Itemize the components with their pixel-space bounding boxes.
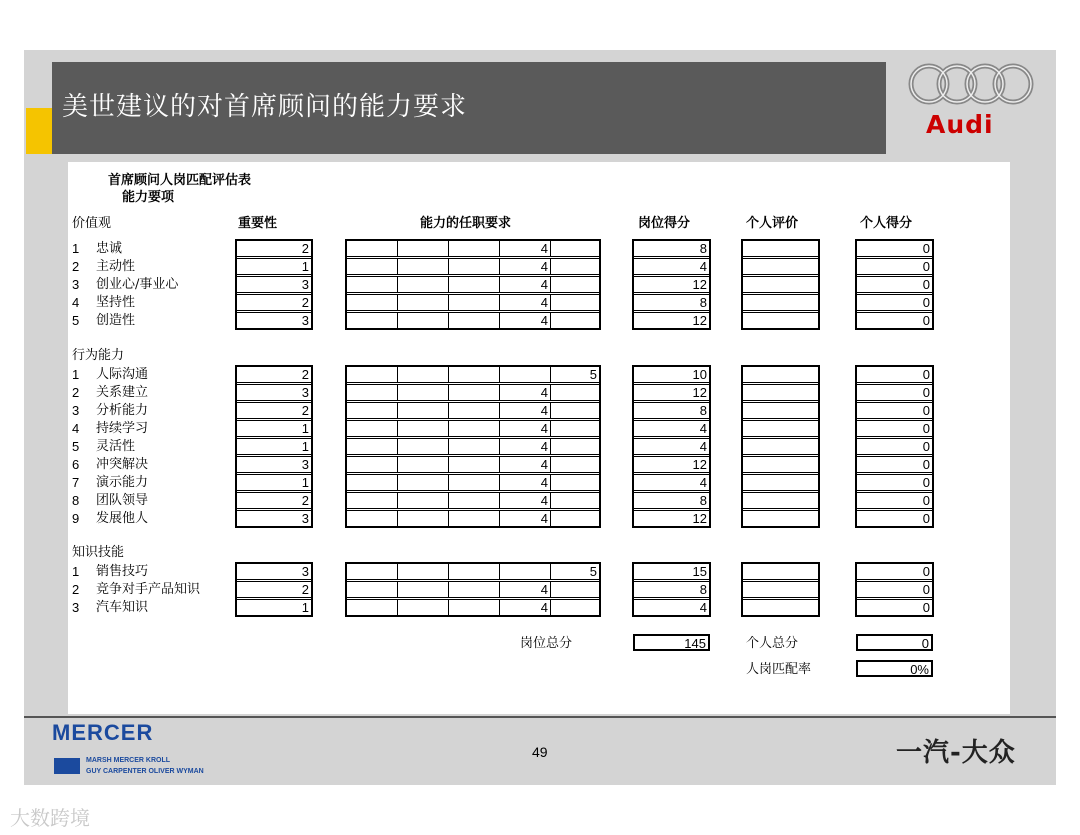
title-accent bbox=[26, 108, 52, 154]
importance-cell[interactable]: 3 bbox=[236, 510, 312, 527]
requirement-grid-cell[interactable] bbox=[448, 510, 500, 527]
header-self-eval[interactable]: 个人评价 bbox=[746, 216, 799, 231]
requirement-grid-cell[interactable] bbox=[499, 563, 551, 580]
requirement-grid-cell[interactable] bbox=[448, 438, 500, 455]
job-score-cell[interactable]: 4 bbox=[633, 599, 710, 616]
requirement-level-cell[interactable]: 4 bbox=[499, 492, 551, 509]
header-requirement[interactable]: 能力的任职要求 bbox=[420, 216, 512, 231]
job-score-cell[interactable]: 8 bbox=[633, 402, 710, 419]
self-score-cell[interactable]: 0 bbox=[856, 402, 933, 419]
requirement-grid-cell[interactable] bbox=[346, 492, 398, 509]
row-number[interactable]: 2 bbox=[72, 582, 80, 597]
requirement-grid-cell[interactable] bbox=[346, 312, 398, 329]
requirement-grid-cell[interactable] bbox=[346, 456, 398, 473]
competency-label[interactable]: 创造性 bbox=[96, 313, 136, 328]
requirement-grid-cell[interactable] bbox=[346, 276, 398, 293]
job-score-cell[interactable]: 10 bbox=[633, 366, 710, 383]
self-score-cell[interactable]: 0 bbox=[856, 474, 933, 491]
requirement-grid-cell[interactable] bbox=[550, 294, 600, 311]
requirement-grid-cell[interactable] bbox=[448, 276, 500, 293]
requirement-grid-cell[interactable] bbox=[448, 240, 500, 257]
job-score-cell[interactable]: 12 bbox=[633, 456, 710, 473]
self-eval-input[interactable] bbox=[742, 456, 819, 473]
self-eval-input[interactable] bbox=[742, 402, 819, 419]
requirement-grid-cell[interactable] bbox=[346, 563, 398, 580]
requirement-grid-cell[interactable] bbox=[550, 510, 600, 527]
self-eval-input[interactable] bbox=[742, 384, 819, 401]
row-number[interactable]: 5 bbox=[72, 313, 80, 328]
self-eval-input[interactable] bbox=[742, 366, 819, 383]
row-number[interactable]: 1 bbox=[72, 367, 80, 382]
self-score-cell[interactable]: 0 bbox=[856, 456, 933, 473]
self-score-cell[interactable]: 0 bbox=[856, 240, 933, 257]
self-eval-input[interactable] bbox=[742, 581, 819, 598]
competency-label[interactable]: 团队领导 bbox=[96, 493, 149, 508]
mercer-logo: MERCER bbox=[52, 720, 154, 745]
importance-cell[interactable]: 2 bbox=[236, 366, 312, 383]
requirement-grid-cell[interactable] bbox=[397, 438, 449, 455]
requirement-grid-cell[interactable] bbox=[346, 581, 398, 598]
requirement-level-cell[interactable]: 4 bbox=[499, 402, 551, 419]
row-number[interactable]: 1 bbox=[72, 241, 80, 256]
requirement-grid-cell[interactable] bbox=[346, 438, 398, 455]
requirement-grid-cell[interactable] bbox=[448, 402, 500, 419]
self-score-cell[interactable]: 0 bbox=[856, 276, 933, 293]
row-number[interactable]: 4 bbox=[72, 295, 80, 310]
self-eval-input[interactable] bbox=[742, 563, 819, 580]
requirement-grid-cell[interactable] bbox=[397, 599, 449, 616]
requirement-level-cell[interactable]: 5 bbox=[550, 563, 600, 580]
requirement-level-cell[interactable]: 4 bbox=[499, 599, 551, 616]
page-number: 49 bbox=[532, 744, 548, 760]
requirement-grid-cell[interactable] bbox=[448, 599, 500, 616]
section-heading[interactable]: 价值观 bbox=[72, 216, 112, 231]
competency-label[interactable]: 创业心/事业心 bbox=[96, 277, 179, 292]
requirement-grid-cell[interactable] bbox=[346, 258, 398, 275]
job-score-cell[interactable]: 8 bbox=[633, 581, 710, 598]
self-eval-input[interactable] bbox=[742, 276, 819, 293]
competency-label[interactable]: 冲突解决 bbox=[96, 457, 149, 472]
importance-cell[interactable]: 3 bbox=[236, 563, 312, 580]
requirement-grid-cell[interactable] bbox=[397, 294, 449, 311]
row-number[interactable]: 4 bbox=[72, 421, 80, 436]
requirement-grid-cell[interactable] bbox=[550, 312, 600, 329]
self-total-label[interactable]: 个人总分 bbox=[746, 636, 799, 651]
requirement-grid-cell[interactable] bbox=[448, 563, 500, 580]
requirement-grid-cell[interactable] bbox=[397, 420, 449, 437]
self-eval-input[interactable] bbox=[742, 258, 819, 275]
faw-vw-logo: 一汽-大众 bbox=[896, 738, 1016, 768]
self-eval-input[interactable] bbox=[742, 438, 819, 455]
requirement-grid-cell[interactable] bbox=[550, 420, 600, 437]
requirement-level-cell[interactable]: 4 bbox=[499, 456, 551, 473]
row-number[interactable]: 7 bbox=[72, 475, 80, 490]
table-title[interactable]: 首席顾问人岗匹配评估表 bbox=[108, 173, 252, 188]
watermark: 大数跨境 bbox=[10, 806, 90, 830]
importance-cell[interactable]: 2 bbox=[236, 294, 312, 311]
requirement-grid-cell[interactable] bbox=[550, 456, 600, 473]
self-eval-input[interactable] bbox=[742, 474, 819, 491]
requirement-grid-cell[interactable] bbox=[346, 240, 398, 257]
footer-divider bbox=[24, 716, 1056, 718]
importance-cell[interactable]: 1 bbox=[236, 420, 312, 437]
requirement-grid-cell[interactable] bbox=[397, 474, 449, 491]
job-score-cell[interactable]: 12 bbox=[633, 312, 710, 329]
audi-wordmark: Audi bbox=[926, 110, 994, 139]
requirement-grid-cell[interactable] bbox=[346, 402, 398, 419]
self-score-cell[interactable]: 0 bbox=[856, 438, 933, 455]
requirement-grid-cell[interactable] bbox=[346, 420, 398, 437]
table-subtitle[interactable]: 能力要项 bbox=[122, 190, 175, 205]
importance-cell[interactable]: 2 bbox=[236, 581, 312, 598]
requirement-grid-cell[interactable] bbox=[550, 438, 600, 455]
requirement-level-cell[interactable]: 4 bbox=[499, 312, 551, 329]
competency-label[interactable]: 演示能力 bbox=[96, 475, 149, 490]
requirement-level-cell[interactable]: 4 bbox=[499, 240, 551, 257]
requirement-grid-cell[interactable] bbox=[550, 474, 600, 491]
header-job-score[interactable]: 岗位得分 bbox=[638, 216, 691, 231]
requirement-grid-cell[interactable] bbox=[550, 492, 600, 509]
requirement-grid-cell[interactable] bbox=[397, 492, 449, 509]
requirement-grid-cell[interactable] bbox=[550, 599, 600, 616]
job-score-cell[interactable]: 4 bbox=[633, 438, 710, 455]
requirement-grid-cell[interactable] bbox=[448, 456, 500, 473]
requirement-grid-cell[interactable] bbox=[448, 312, 500, 329]
self-score-cell[interactable]: 0 bbox=[856, 420, 933, 437]
competency-label[interactable]: 竞争对手产品知识 bbox=[96, 582, 201, 597]
row-number[interactable]: 3 bbox=[72, 403, 80, 418]
requirement-grid-cell[interactable] bbox=[397, 258, 449, 275]
competency-label[interactable]: 关系建立 bbox=[96, 385, 149, 400]
requirement-grid-cell[interactable] bbox=[448, 420, 500, 437]
row-number[interactable]: 8 bbox=[72, 493, 80, 508]
mercer-subline-1: MARSH MERCER KROLL bbox=[86, 757, 170, 764]
requirement-level-cell[interactable]: 4 bbox=[499, 438, 551, 455]
section-heading[interactable]: 知识技能 bbox=[72, 545, 125, 560]
competency-label[interactable]: 分析能力 bbox=[96, 403, 149, 418]
competency-label[interactable]: 灵活性 bbox=[96, 439, 136, 454]
self-eval-input[interactable] bbox=[742, 312, 819, 329]
self-eval-input[interactable] bbox=[742, 510, 819, 527]
requirement-level-cell[interactable]: 5 bbox=[550, 366, 600, 383]
importance-cell[interactable]: 2 bbox=[236, 492, 312, 509]
importance-cell[interactable]: 2 bbox=[236, 240, 312, 257]
requirement-grid-cell[interactable] bbox=[397, 276, 449, 293]
row-number[interactable]: 9 bbox=[72, 511, 80, 526]
requirement-level-cell[interactable]: 4 bbox=[499, 474, 551, 491]
requirement-grid-cell[interactable] bbox=[397, 581, 449, 598]
section-heading[interactable]: 行为能力 bbox=[72, 348, 125, 363]
self-score-cell[interactable]: 0 bbox=[856, 599, 933, 616]
row-number[interactable]: 5 bbox=[72, 439, 80, 454]
self-score-cell[interactable]: 0 bbox=[856, 510, 933, 527]
requirement-level-cell[interactable]: 4 bbox=[499, 294, 551, 311]
requirement-grid-cell[interactable] bbox=[397, 240, 449, 257]
requirement-grid-cell[interactable] bbox=[448, 366, 500, 383]
requirement-grid-cell[interactable] bbox=[346, 384, 398, 401]
requirement-grid-cell[interactable] bbox=[550, 402, 600, 419]
importance-cell[interactable]: 1 bbox=[236, 258, 312, 275]
row-number[interactable]: 6 bbox=[72, 457, 80, 472]
row-number[interactable]: 3 bbox=[72, 277, 80, 292]
self-score-cell[interactable]: 0 bbox=[856, 492, 933, 509]
importance-cell[interactable]: 3 bbox=[236, 276, 312, 293]
job-score-cell[interactable]: 12 bbox=[633, 384, 710, 401]
requirement-level-cell[interactable]: 4 bbox=[499, 510, 551, 527]
self-score-cell[interactable]: 0 bbox=[856, 258, 933, 275]
competency-label[interactable]: 发展他人 bbox=[96, 511, 149, 526]
requirement-level-cell[interactable]: 4 bbox=[499, 581, 551, 598]
requirement-grid-cell[interactable] bbox=[550, 276, 600, 293]
requirement-grid-cell[interactable] bbox=[397, 563, 449, 580]
self-eval-input[interactable] bbox=[742, 492, 819, 509]
requirement-grid-cell[interactable] bbox=[397, 366, 449, 383]
importance-cell[interactable]: 2 bbox=[236, 402, 312, 419]
match-rate-value[interactable]: 0% bbox=[856, 660, 933, 677]
job-score-cell[interactable]: 12 bbox=[633, 276, 710, 293]
requirement-grid-cell[interactable] bbox=[499, 366, 551, 383]
importance-cell[interactable]: 1 bbox=[236, 438, 312, 455]
importance-cell[interactable]: 1 bbox=[236, 474, 312, 491]
requirement-grid-cell[interactable] bbox=[346, 474, 398, 491]
header-self-score[interactable]: 个人得分 bbox=[860, 216, 913, 231]
requirement-grid-cell[interactable] bbox=[397, 402, 449, 419]
job-score-cell[interactable]: 12 bbox=[633, 510, 710, 527]
match-rate-label[interactable]: 人岗匹配率 bbox=[746, 662, 812, 677]
requirement-grid-cell[interactable] bbox=[397, 510, 449, 527]
requirement-grid-cell[interactable] bbox=[448, 581, 500, 598]
job-score-cell[interactable]: 4 bbox=[633, 474, 710, 491]
importance-cell[interactable]: 3 bbox=[236, 312, 312, 329]
row-number[interactable]: 2 bbox=[72, 259, 80, 274]
self-eval-input[interactable] bbox=[742, 294, 819, 311]
requirement-grid-cell[interactable] bbox=[346, 599, 398, 616]
self-total-value[interactable]: 0 bbox=[856, 634, 933, 651]
requirement-level-cell[interactable]: 4 bbox=[499, 384, 551, 401]
job-score-cell[interactable]: 8 bbox=[633, 294, 710, 311]
job-score-cell[interactable]: 4 bbox=[633, 258, 710, 275]
self-score-cell[interactable]: 0 bbox=[856, 312, 933, 329]
self-score-cell[interactable]: 0 bbox=[856, 581, 933, 598]
self-score-cell[interactable]: 0 bbox=[856, 384, 933, 401]
self-eval-input[interactable] bbox=[742, 240, 819, 257]
requirement-grid-cell[interactable] bbox=[550, 384, 600, 401]
requirement-grid-cell[interactable] bbox=[448, 384, 500, 401]
self-eval-input[interactable] bbox=[742, 599, 819, 616]
requirement-grid-cell[interactable] bbox=[397, 384, 449, 401]
job-score-cell[interactable]: 8 bbox=[633, 492, 710, 509]
mercer-subline-2: GUY CARPENTER OLIVER WYMAN bbox=[86, 768, 204, 775]
requirement-grid-cell[interactable] bbox=[346, 510, 398, 527]
job-total-value[interactable]: 145 bbox=[633, 634, 710, 651]
job-total-label[interactable]: 岗位总分 bbox=[520, 636, 573, 651]
requirement-level-cell[interactable]: 4 bbox=[499, 276, 551, 293]
importance-cell[interactable]: 3 bbox=[236, 384, 312, 401]
importance-cell[interactable]: 3 bbox=[236, 456, 312, 473]
row-number[interactable]: 3 bbox=[72, 600, 80, 615]
competency-label[interactable]: 持续学习 bbox=[96, 421, 149, 436]
requirement-grid-cell[interactable] bbox=[346, 366, 398, 383]
job-score-cell[interactable]: 8 bbox=[633, 240, 710, 257]
self-score-cell[interactable]: 0 bbox=[856, 563, 933, 580]
requirement-grid-cell[interactable] bbox=[346, 294, 398, 311]
competency-label[interactable]: 坚持性 bbox=[96, 295, 136, 310]
mercer-mark-icon bbox=[54, 758, 80, 774]
requirement-level-cell[interactable]: 4 bbox=[499, 258, 551, 275]
self-eval-input[interactable] bbox=[742, 420, 819, 437]
job-score-cell[interactable]: 15 bbox=[633, 563, 710, 580]
audi-rings-logo bbox=[906, 62, 1040, 108]
requirement-grid-cell[interactable] bbox=[397, 312, 449, 329]
slide-title: 美世建议的对首席顾问的能力要求 bbox=[62, 92, 468, 122]
header-importance[interactable]: 重要性 bbox=[238, 216, 278, 231]
requirement-level-cell[interactable]: 4 bbox=[499, 420, 551, 437]
competency-label[interactable]: 销售技巧 bbox=[96, 564, 149, 579]
self-score-cell[interactable]: 0 bbox=[856, 294, 933, 311]
requirement-grid-cell[interactable] bbox=[550, 240, 600, 257]
competency-label[interactable]: 忠诚 bbox=[96, 241, 123, 256]
requirement-grid-cell[interactable] bbox=[448, 474, 500, 491]
requirement-grid-cell[interactable] bbox=[550, 258, 600, 275]
row-number[interactable]: 1 bbox=[72, 564, 80, 579]
competency-label[interactable]: 主动性 bbox=[96, 259, 136, 274]
self-score-cell[interactable]: 0 bbox=[856, 366, 933, 383]
competency-label[interactable]: 人际沟通 bbox=[96, 367, 149, 382]
requirement-grid-cell[interactable] bbox=[448, 492, 500, 509]
requirement-grid-cell[interactable] bbox=[550, 581, 600, 598]
row-number[interactable]: 2 bbox=[72, 385, 80, 400]
requirement-grid-cell[interactable] bbox=[448, 258, 500, 275]
job-score-cell[interactable]: 4 bbox=[633, 420, 710, 437]
importance-cell[interactable]: 1 bbox=[236, 599, 312, 616]
competency-label[interactable]: 汽车知识 bbox=[96, 600, 149, 615]
requirement-grid-cell[interactable] bbox=[397, 456, 449, 473]
requirement-grid-cell[interactable] bbox=[448, 294, 500, 311]
